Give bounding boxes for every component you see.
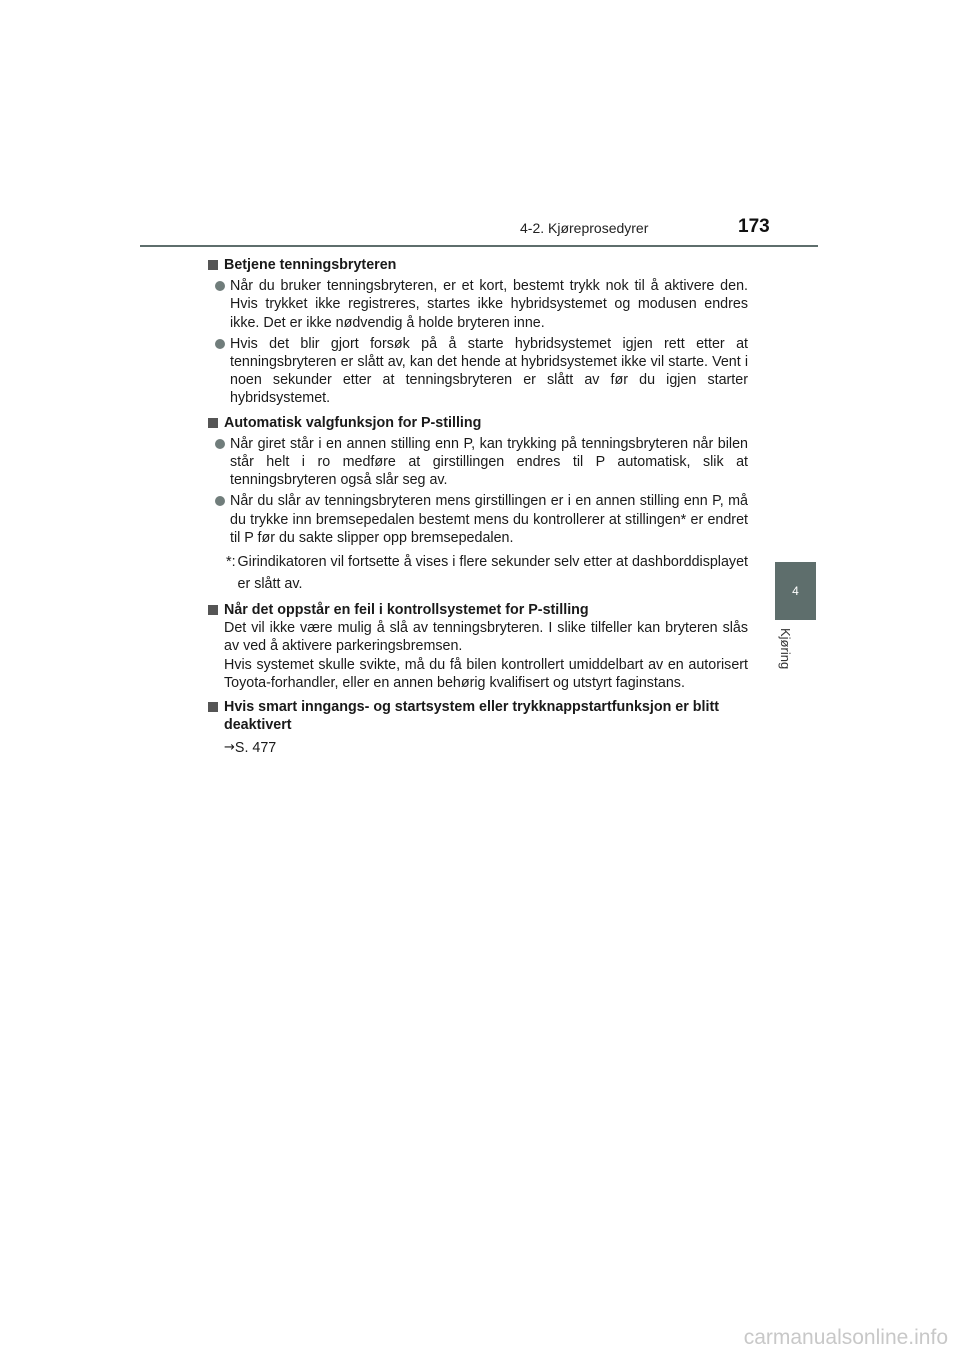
bullet-text: Hvis det blir gjort forsøk på å starte hybridsystemet igjen rett etter at tenningsbryteren er slått av, kan det hende at hybridsystemet ikke vil starte. Vent i noen sekunder etter at tenningsbryteren er slått av før du igjen starter hybridsystemet. <box>230 335 748 407</box>
paragraph: Hvis systemet skulle svikte, må du få bilen kontrollert umiddelbart av en autorisert Toyota-forhandler, eller en annen behørig kvalifisert og utstyrt faginstans. <box>224 656 748 691</box>
footnote-text: Girindikatoren vil fortsette å vises i flere sekunder selv etter at dashborddisplayet er slått av. <box>237 554 748 593</box>
page-content <box>208 256 748 758</box>
chapter-number: 4 <box>792 584 799 598</box>
section-title: Automatisk valgfunksjon for P-stilling <box>224 414 482 431</box>
bullet-item <box>208 277 748 332</box>
page-reference[interactable] <box>208 739 748 757</box>
section-heading <box>208 698 748 734</box>
square-bullet-icon <box>208 260 218 270</box>
paragraph: Det vil ikke være mulig å slå av tenningsbryteren. I slike tilfeller kan bryteren slås av ved å aktivere parkeringsbremsen. <box>224 620 748 655</box>
square-bullet-icon <box>208 418 218 428</box>
section-heading <box>208 601 748 619</box>
footnote-marker: *: <box>226 554 236 571</box>
bullet-text: Når du bruker tenningsbryteren, er et kort, bestemt trykk nok til å aktivere den. Hvis trykket ikke registreres, startes ikke hybridsystemet og modusen endres ikke. Det er ikke nødvendig å holde bryteren inne. <box>230 278 748 331</box>
circle-bullet-icon <box>215 496 225 506</box>
footnote <box>208 551 748 595</box>
chapter-tab <box>775 562 816 620</box>
section-heading <box>208 414 748 432</box>
page-number: 173 <box>738 216 770 237</box>
arrow-right-icon: → <box>224 740 235 756</box>
chapter-label: Kjøring <box>778 628 793 670</box>
page-reference-text: S. 477 <box>234 740 277 757</box>
bullet-item <box>208 492 748 547</box>
section-title: Betjene tenningsbryteren <box>224 257 397 273</box>
site-watermark: carmanualsonline.info <box>743 1326 948 1349</box>
bullet-text: Når du slår av tenningsbryteren mens girstillingen er i en annen stilling enn P, må du trykke inn bremsepedalen bestemt mens du kontrollerer at stillingen* er endret til P før du sakte slipper opp bremsepedalen. <box>230 493 748 546</box>
bullet-item <box>208 435 748 490</box>
bullet-item <box>208 335 748 408</box>
section-title: Når det oppstår en feil i kontrollsystemet for P-stilling <box>224 602 589 619</box>
circle-bullet-icon <box>215 339 225 349</box>
section-heading <box>208 256 748 274</box>
circle-bullet-icon <box>215 439 225 449</box>
chapter-side-label <box>778 628 814 688</box>
section-title: Hvis smart inngangs- og startsystem eller trykknappstartfunksjon er blitt deaktivert <box>224 699 719 734</box>
square-bullet-icon <box>208 702 218 712</box>
square-bullet-icon <box>208 605 218 615</box>
running-header-section: 4-2. Kjøreprosedyrer <box>520 220 649 236</box>
circle-bullet-icon <box>215 281 225 291</box>
bullet-text: Når giret står i en annen stilling enn P, kan trykking på tenningsbryteren når bilen står helt i ro medføre at girstillingen endres til P automatisk, slik at tenningsbryteren også slår seg av. <box>230 435 748 489</box>
header-divider <box>140 245 818 247</box>
